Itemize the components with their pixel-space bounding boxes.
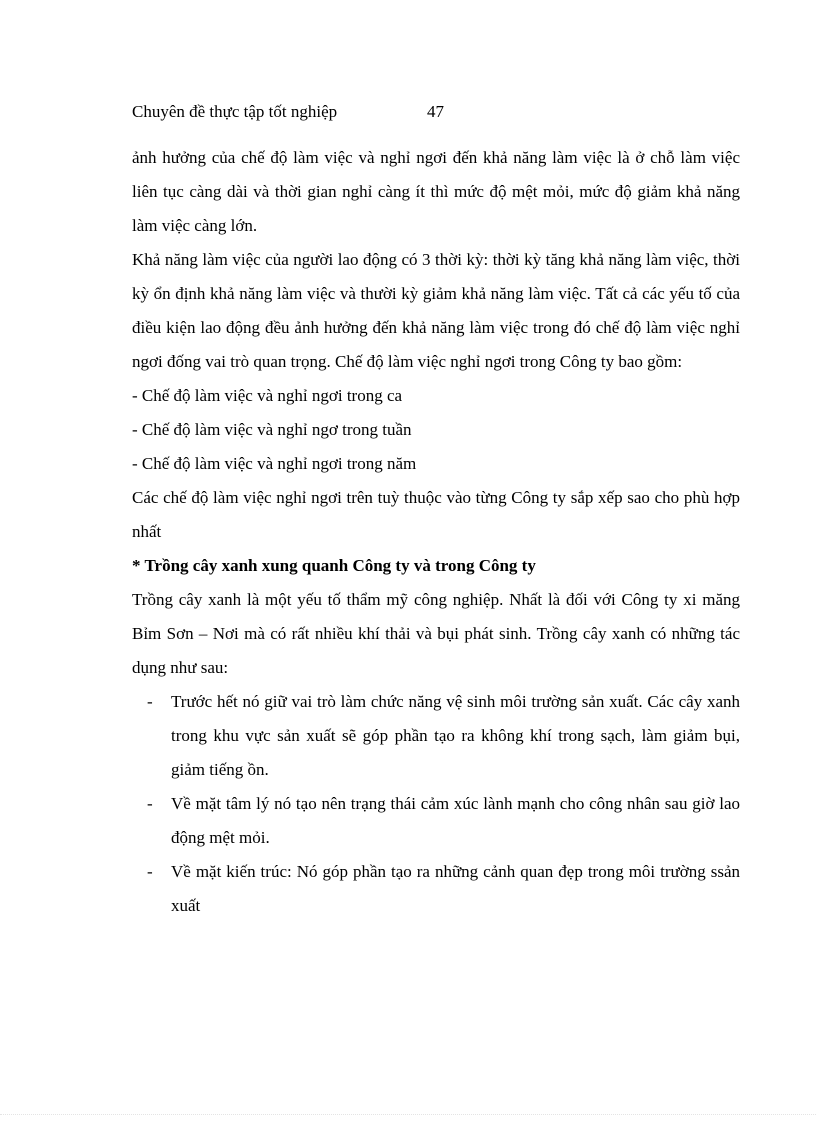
bullet-dash: -	[147, 692, 153, 711]
document-body	[132, 141, 740, 923]
list-item-text: Về mặt tâm lý nó tạo nên trạng thái cảm xúc lành mạnh cho công nhân sau giờ lao động mệt mỏi.	[171, 794, 740, 847]
list-item	[132, 855, 740, 923]
list-item	[132, 787, 740, 855]
page-bottom-rule	[0, 1114, 816, 1115]
section-heading: * Trồng cây xanh xung quanh Công ty và trong Công ty	[132, 556, 536, 575]
dash-item-week: - Chế độ làm việc và nghỉ ngơ trong tuần	[132, 420, 412, 439]
bullet-dash: -	[147, 862, 153, 881]
dash-item-year: - Chế độ làm việc và nghỉ ngơi trong năm	[132, 454, 417, 473]
paragraph-tree-planting: Trồng cây xanh là một yếu tố thẩm mỹ công nghiệp. Nhất là đối với Công ty xi măng Bỉm Sơn – Nơi mà có rất nhiều khí thải và bụi phát sinh. Trồng cây xanh có những tác dụng như sau:	[132, 590, 740, 677]
page-header	[132, 100, 444, 124]
list-item-text: Trước hết nó giữ vai trò làm chức năng vệ sinh môi trường sản xuất. Các cây xanh trong khu vực sản xuất sẽ góp phần tạo ra không khí trong sạch, làm giảm bụi, giảm tiếng ồn.	[171, 692, 740, 779]
bullet-dash: -	[147, 794, 153, 813]
list-item-text: Về mặt kiến trúc: Nó góp phần tạo ra những cảnh quan đẹp trong môi trường ssản xuất	[171, 862, 740, 915]
paragraph-work-capacity: Khả năng làm việc của người lao động có 3 thời kỳ: thời kỳ tăng khả năng làm việc, thời kỳ ổn định khả năng làm việc và thười kỳ giảm khả năng làm việc. Tất cả các yếu tố của điều kiện lao động đều ảnh hưởng đến khả năng làm việc trong đó chế độ làm việc nghỉ ngơi đống vai trò quan trọng. Chế độ làm việc nghỉ ngơi trong Công ty bao gồm:	[132, 250, 740, 371]
paragraph-arrangement: Các chế độ làm việc nghỉ ngơi trên tuỳ thuộc vào từng Công ty sắp xếp sao cho phù hợp nhất	[132, 488, 740, 541]
running-title: Chuyên đề thực tập tốt nghiệp	[132, 102, 338, 121]
benefit-list	[132, 685, 740, 923]
list-item	[132, 685, 740, 787]
page-number: 47	[427, 102, 444, 121]
paragraph-work-rest-effect: ảnh hưởng của chế độ làm việc và nghỉ ngơi đến khả năng làm việc là ở chỗ làm việc liên tục càng dài và thời gian nghỉ càng ít thì mức độ mệt mỏi, mức độ giảm khả năng làm việc càng lớn.	[132, 148, 740, 235]
dash-item-shift: - Chế độ làm việc và nghỉ ngơi trong ca	[132, 386, 403, 405]
